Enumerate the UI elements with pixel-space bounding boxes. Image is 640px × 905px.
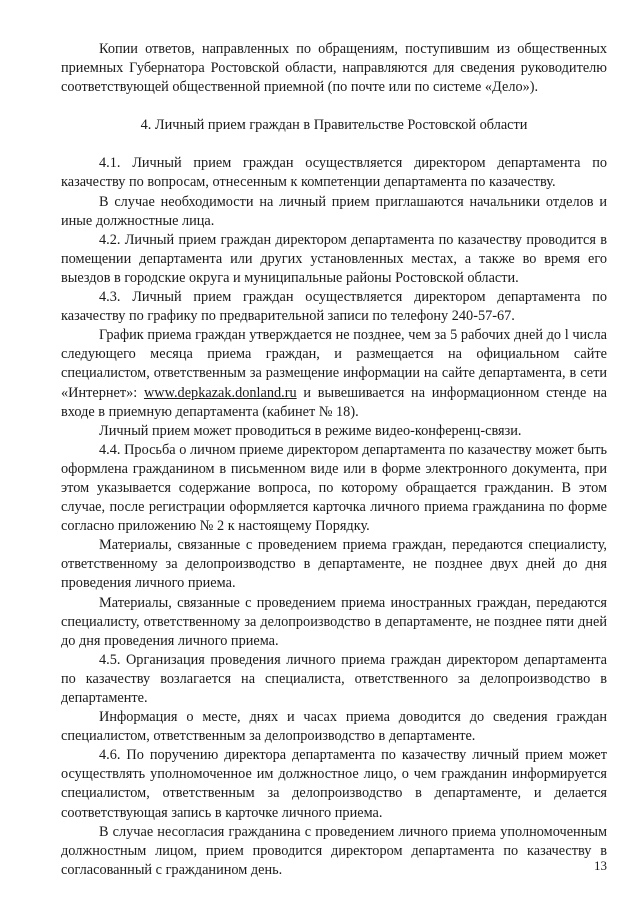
schedule-text-after: и вывешивается на информационном стенде на входе в приемную департамента (кабинет № 18). <box>61 384 607 420</box>
paragraph-4-3: 4.3. Личный прием граждан осуществляется директором департамента по казачеству по графику по предварительной записи по телефону 240-57-67. <box>61 289 607 325</box>
info-paragraph: Информация о месте, днях и часах приема доводится до сведения граждан специалистом, ответственным за делопроизводство в департаменте. <box>61 709 607 745</box>
schedule-paragraph <box>61 326 607 421</box>
paragraph-4-1-continued: В случае необходимости на личный прием приглашаются начальники отделов и иные должностные лица. <box>61 193 607 229</box>
materials-paragraph-1: Материалы, связанные с проведением приема граждан, передаются специалисту, ответственному за делопроизводство в департаменте, не позднее двух дней до дня проведения личного приема. <box>61 537 607 592</box>
page-number: 13 <box>594 858 607 873</box>
paragraph-4-5: 4.5. Организация проведения личного приема граждан директором департамента по казачеству возлагается на специалиста, ответственного за делопроизводство в департаменте. <box>61 651 607 706</box>
document-body <box>61 40 607 880</box>
paragraph-4-2: 4.2. Личный прием граждан директором департамента по казачеству проводится в помещении департамента или других установленных местах, а также во время его выездов в городские округа и муниципальные районы Ростовской области. <box>61 231 607 286</box>
website-link[interactable]: www.depkazak.donland.ru <box>143 384 297 401</box>
materials-paragraph-2: Материалы, связанные с проведением приема иностранных граждан, передаются специалисту, ответственному за делопроизводство в департаменте, не позднее пяти дней до дня проведения личного приема. <box>61 594 607 649</box>
intro-paragraph: Копии ответов, направленных по обращениям, поступившим из общественных приемных Губернатора Ростовской области, направляются для сведения руководителю соответствующей общественной приемной (по почте или по системе «Дело»). <box>61 41 607 96</box>
paragraph-4-4: 4.4. Просьба о личном приеме директором департамента по казачеству может быть оформлена гражданином в письменном виде или в форме электронного документа, при этом указывается содержание вопроса, по которому обращается гражданин. В этом случае, после регистрации оформляется карточка личного приема гражданина по форме согласно приложению № 2 к настоящему Порядку. <box>61 441 607 535</box>
disagreement-paragraph: В случае несогласия гражданина с проведением личного приема уполномоченным должностным лицом, прием проводится директором департамента по казачеству в согласованный с гражданином день. <box>61 823 607 878</box>
paragraph-4-1: 4.1. Личный прием граждан осуществляется директором департамента по казачеству по вопросам, отнесенным к компетенции департамента по казачеству. <box>61 155 607 191</box>
video-paragraph: Личный прием может проводиться в режиме видео-конференц-связи. <box>99 422 522 439</box>
schedule-text-before: График приема граждан утверждается не позднее, чем за 5 рабочих дней до l числа следующего месяца приема граждан, и размещается на официальном сайте специалистом, ответственным за размещение информации на сайте департамента, в сети «Интернет»: <box>61 327 607 401</box>
paragraph-4-6: 4.6. По поручению директора департамента по казачеству личный прием может осуществлять уполномоченное им должностное лицо, о чем гражданин информируется специалистом, ответственным за делопроизводство в департаменте, и делается соответствующая запись в карточке личного приема. <box>61 747 607 821</box>
section-heading: 4. Личный прием граждан в Правительстве Ростовской области <box>140 117 528 134</box>
